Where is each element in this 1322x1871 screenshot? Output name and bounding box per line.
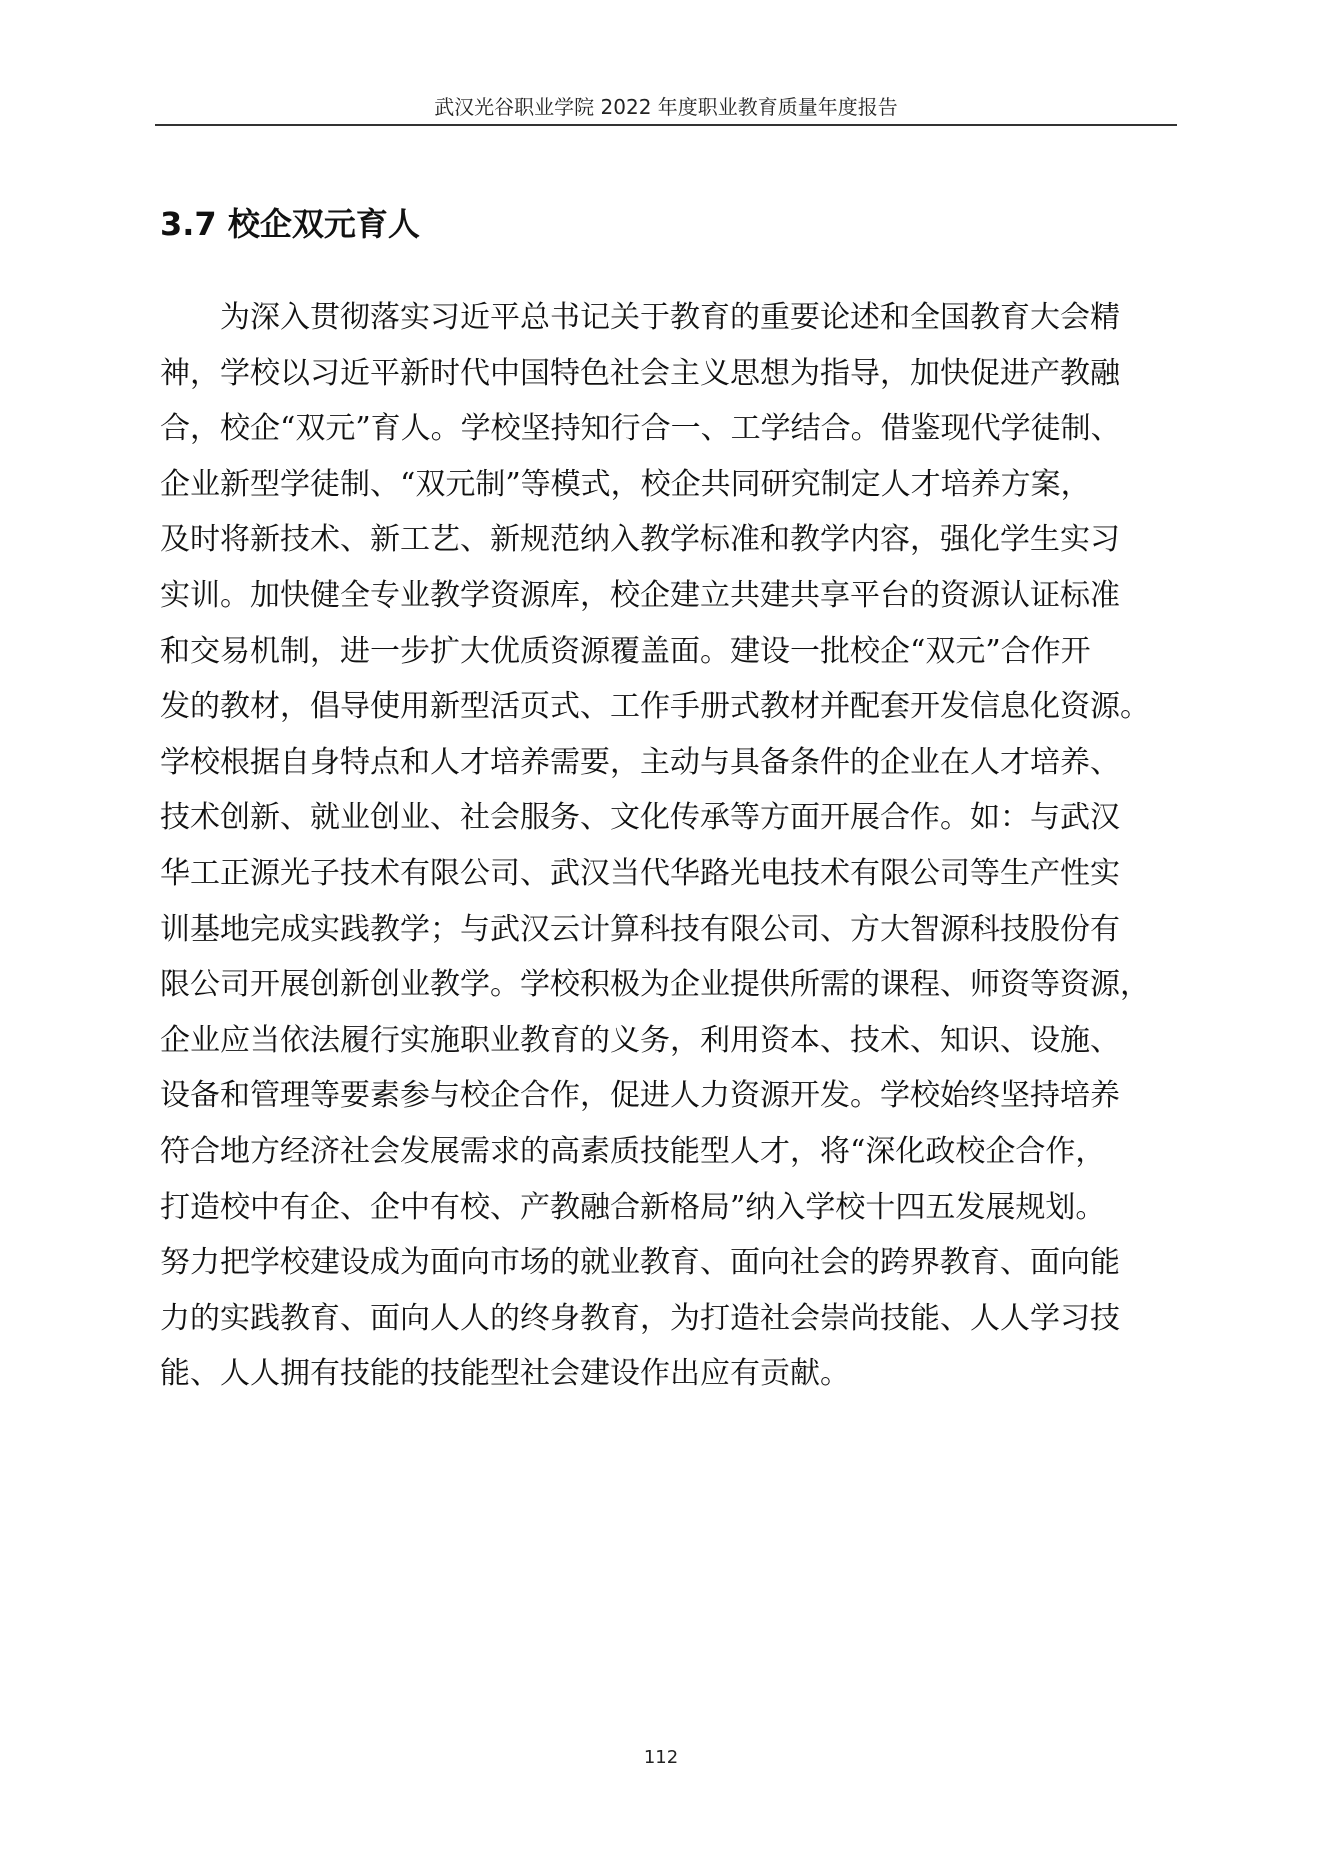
- paragraph-line: 合，校企“双元”育人。学校坚持知行合一、工学结合。借鉴现代学徒制、: [160, 411, 1121, 447]
- paragraph-line: 学校根据自身特点和人才培养需要，主动与具备条件的企业在人才培养、: [160, 744, 1120, 780]
- paragraph-line: 为深入贯彻落实习近平总书记关于教育的重要论述和全国教育大会精: [220, 300, 1120, 335]
- paragraph-line: 神，学校以习近平新时代中国特色社会主义思想为指导，加快促进产教融: [160, 355, 1120, 391]
- paragraph-line: 力的实践教育、面向人人的终身教育，为打造社会崇尚技能、人人学习技: [160, 1300, 1120, 1336]
- paragraph-line: 华工正源光子技术有限公司、武汉当代华路光电技术有限公司等生产性实: [160, 855, 1120, 891]
- paragraph-line: 符合地方经济社会发展需求的高素质技能型人才，将“深化政校企合作，: [160, 1133, 1106, 1169]
- paragraph-line: 能、人人拥有技能的技能型社会建设作出应有贡献。: [160, 1356, 850, 1392]
- paragraph-line: 发的教材，倡导使用新型活页式、工作手册式教材并配套开发信息化资源。: [160, 689, 1150, 725]
- running-header: 武汉光谷职业学院 2022 年度职业教育质量年度报告: [434, 95, 898, 119]
- paragraph-line: 训基地完成实践教学；与武汉云计算科技有限公司、方大智源科技股份有: [160, 911, 1120, 947]
- paragraph-line: 及时将新技术、新工艺、新规范纳入教学标准和教学内容，强化学生实习: [160, 522, 1120, 558]
- paragraph-line: 打造校中有企、企中有校、产教融合新格局”纳入学校十四五发展规划。: [160, 1189, 1106, 1225]
- paragraph-line: 企业新型学徒制、“双元制”等模式，校企共同研究制定人才培养方案，: [160, 466, 1091, 502]
- body-paragraph: [160, 290, 1190, 1402]
- paragraph-line: 实训。加快健全专业教学资源库，校企建立共建共享平台的资源认证标准: [160, 577, 1120, 613]
- header-divider: [155, 124, 1177, 126]
- paragraph-line: 设备和管理等要素参与校企合作，促进人力资源开发。学校始终坚持培养: [160, 1078, 1120, 1114]
- paragraph-line: 企业应当依法履行实施职业教育的义务，利用资本、技术、知识、设施、: [160, 1022, 1120, 1058]
- section-heading: 3.7 校企双元育人: [160, 205, 420, 243]
- paragraph-line: 努力把学校建设成为面向市场的就业教育、面向社会的跨界教育、面向能: [160, 1245, 1120, 1281]
- page-number: 112: [643, 1747, 679, 1768]
- paragraph-line: 技术创新、就业创业、社会服务、文化传承等方面开展合作。如：与武汉: [160, 800, 1120, 836]
- paragraph-line: 和交易机制，进一步扩大优质资源覆盖面。建设一批校企“双元”合作开: [160, 633, 1091, 669]
- paragraph-line: 限公司开展创新创业教学。学校积极为企业提供所需的课程、师资等资源，: [160, 967, 1150, 1003]
